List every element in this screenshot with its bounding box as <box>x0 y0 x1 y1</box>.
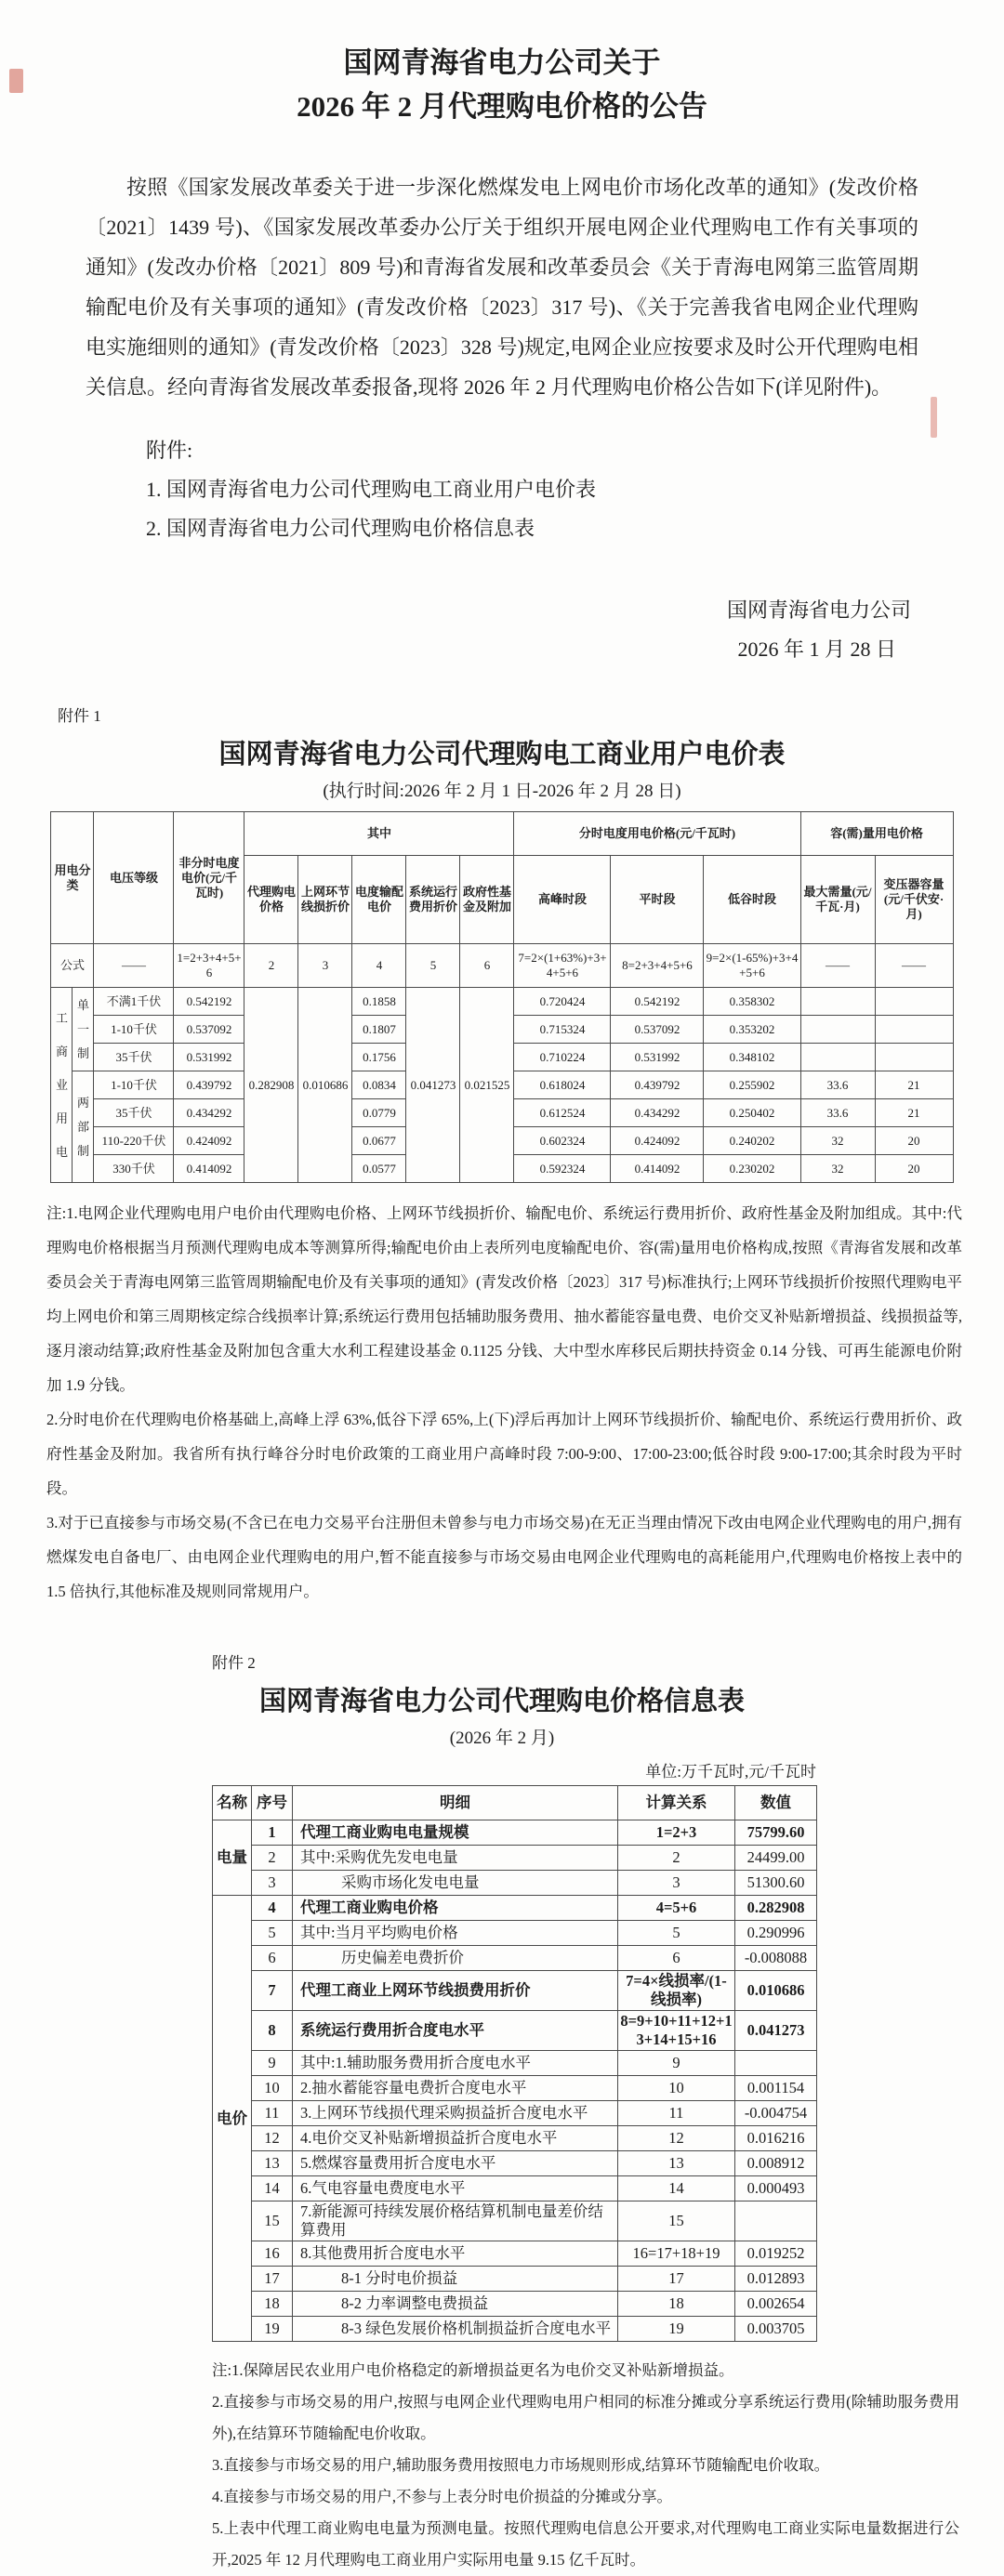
flat-price-cell: 0.542192 <box>174 988 244 1016</box>
seq-cell: 5 <box>252 1921 293 1946</box>
annex2-notes <box>212 2355 959 2576</box>
annex2-table-title: 国网青海省电力公司代理购电价格信息表 <box>258 1687 745 1716</box>
detail-cell: 4.电价交叉补贴新增损益折合度电水平 <box>293 2126 618 2151</box>
value-cell: 24499.00 <box>735 1846 817 1871</box>
seq-cell: 15 <box>252 2201 293 2241</box>
value-cell: 0.041273 <box>735 2011 817 2051</box>
th-sys-operation: 系统运行费用折价 <box>406 856 460 944</box>
attachment-list <box>146 431 918 548</box>
seq-cell: 9 <box>252 2051 293 2076</box>
th-seq: 序号 <box>252 1786 293 1820</box>
formula-cell: 9=2×(1-65%)+3+4+5+6 <box>704 944 800 988</box>
seq-cell: 18 <box>252 2292 293 2317</box>
annex1-note-3: 3.对于已直接参与市场交易(不含已在电力交易平台注册但未曾参与电力市场交易)在无正当理由情况下改由电网企业代理购电的用户,拥有燃煤发电自备电厂、由电网企业代理购电的用户,暂不能直接参与市场交易由电网企业代理购电的高耗能用户,代理购电价格按上表中的 1.5 倍执行,其他标准及规则同常规用户。 <box>46 1514 962 1600</box>
seq-cell: 6 <box>252 1946 293 1971</box>
mid-cell: 0.434292 <box>611 1099 704 1127</box>
formula-cell: 2 <box>244 944 298 988</box>
mid-cell: 0.424092 <box>611 1127 704 1155</box>
detail-cell: 2.抽水蓄能容量电费折合度电水平 <box>293 2076 618 2101</box>
seq-cell: 8 <box>252 2011 293 2051</box>
line-loss-merged-cell: 0.010686 <box>298 988 352 1183</box>
th-value: 数值 <box>735 1786 817 1820</box>
peak-cell: 0.720424 <box>514 988 611 1016</box>
formula-label: 公式 <box>51 944 94 988</box>
seq-cell: 13 <box>252 2151 293 2176</box>
annex2-note-5: 5.上表中代理工商业购电电量为预测电量。按照代理购电信息公开要求,对代理购电工商业实际电量数据进行公开,2025 年 12 月代理购电工商业用户实际用电量 9.15 亿千瓦时。 <box>212 2519 959 2569</box>
value-cell: 0.016216 <box>735 2126 817 2151</box>
value-cell: -0.004754 <box>735 2101 817 2126</box>
annex2-table-subtitle: (2026 年 2 月) <box>449 1728 555 1748</box>
valley-cell: 0.353202 <box>704 1016 800 1044</box>
detail-cell: 其中:采购优先发电电量 <box>293 1846 618 1871</box>
annex2-note-4: 4.直接参与市场交易的用户,不参与上表分时电价损益的分摊或分享。 <box>212 2488 672 2505</box>
relation-cell: 15 <box>618 2201 735 2241</box>
th-flat-price: 非分时电度电价(元/千瓦时) <box>174 812 244 944</box>
signature-date: 2026 年 1 月 28 日 <box>737 637 896 661</box>
page-title-line2: 2026 年 2 月代理购电价格的公告 <box>297 90 707 123</box>
peak-cell: 0.602324 <box>514 1127 611 1155</box>
detail-cell: 其中:1.辅助服务费用折合度电水平 <box>293 2051 618 2076</box>
relation-cell: 12 <box>618 2126 735 2151</box>
scan-red-artifact <box>931 397 937 438</box>
group-electricity-volume: 电量 <box>213 1820 252 1896</box>
transmission-cell: 0.1858 <box>352 988 406 1016</box>
seq-cell: 19 <box>252 2317 293 2342</box>
group-single-system: 单一制 <box>73 988 94 1071</box>
formula-cell: 7=2×(1+63%)+3+4+5+6 <box>514 944 611 988</box>
mid-cell: 0.531992 <box>611 1044 704 1071</box>
detail-cell: 采购市场化发电电量 <box>293 1871 618 1896</box>
relation-cell: 19 <box>618 2317 735 2342</box>
seq-cell: 12 <box>252 2126 293 2151</box>
transformer-cell <box>875 1044 953 1071</box>
formula-cell: 4 <box>352 944 406 988</box>
seq-cell: 2 <box>252 1846 293 1871</box>
valley-cell: 0.230202 <box>704 1155 800 1183</box>
transformer-cell <box>875 988 953 1016</box>
th-detail: 明细 <box>293 1786 618 1820</box>
body-paragraph: 按照《国家发展改革委关于进一步深化燃煤发电上网电价市场化改革的通知》(发改价格〔2021〕1439 号)、《国家发展改革委办公厅关于组织开展电网企业代理购电工作有关事项的通知》(发改办价格〔2021〕809 号)和青海省发展和改革委员会《关于青海电网第三监管周期输配电价及有关事项的通知》(青发改价格〔2023〕317 号)、《关于完善我省电网企业代理购电实施细则的通知》(青发改价格〔2023〕328 号)规定,电网企业应按要求及时公开代理购电相关信息。经向青海省发展改革委报备,现将 2026 年 2 月代理购电价格公告如下(详见附件)。 <box>86 176 918 399</box>
transformer-cell <box>875 1016 953 1044</box>
seq-cell: 14 <box>252 2176 293 2201</box>
group-electricity-price: 电价 <box>213 1896 252 2342</box>
group-industrial-commercial: 工商业用电 <box>51 988 73 1183</box>
transmission-cell: 0.0834 <box>352 1071 406 1099</box>
flat-price-cell: 0.414092 <box>174 1155 244 1183</box>
demand-cell: 33.6 <box>800 1099 875 1127</box>
attachment-item-1: 1. 国网青海省电力公司代理购电工商业用户电价表 <box>146 478 597 501</box>
peak-cell: 0.618024 <box>514 1071 611 1099</box>
th-max-demand: 最大需量(元/千瓦·月) <box>800 856 875 944</box>
scan-red-artifact <box>9 69 23 93</box>
voltage-cell: 330千伏 <box>94 1155 174 1183</box>
demand-cell: 32 <box>800 1127 875 1155</box>
demand-cell: 33.6 <box>800 1071 875 1099</box>
seq-cell: 16 <box>252 2241 293 2267</box>
mid-cell: 0.537092 <box>611 1016 704 1044</box>
relation-cell: 16=17+18+19 <box>618 2241 735 2267</box>
detail-cell: 5.燃煤容量费用折合度电水平 <box>293 2151 618 2176</box>
demand-cell: 32 <box>800 1155 875 1183</box>
flat-price-cell: 0.424092 <box>174 1127 244 1155</box>
demand-cell <box>800 1016 875 1044</box>
demand-cell <box>800 1044 875 1071</box>
annex2-label: 附件 2 <box>212 1654 256 1672</box>
relation-cell: 8=9+10+11+12+13+14+15+16 <box>618 2011 735 2051</box>
voltage-cell: 1-10千伏 <box>94 1016 174 1044</box>
price-info-table <box>212 1785 817 2342</box>
peak-cell: 0.715324 <box>514 1016 611 1044</box>
detail-cell: 历史偏差电费折价 <box>293 1946 618 1971</box>
annex2-note-3: 3.直接参与市场交易的用户,辅助服务费用按照电力市场规则形成,结算环节随输配电价收取。 <box>212 2456 830 2474</box>
voltage-cell: 35千伏 <box>94 1044 174 1071</box>
th-valley: 低谷时段 <box>704 856 800 944</box>
detail-cell: 代理工商业购电电量规模 <box>293 1820 618 1846</box>
annex1-table-title: 国网青海省电力公司代理购电工商业用户电价表 <box>218 740 786 769</box>
th-gov-fund: 政府性基金及附加 <box>460 856 514 944</box>
value-cell: 0.002654 <box>735 2292 817 2317</box>
tariff-table <box>50 811 953 1183</box>
flat-price-cell: 0.434292 <box>174 1099 244 1127</box>
signature-block <box>0 591 1004 669</box>
annex1-note-2: 2.分时电价在代理购电价格基础上,高峰上浮 63%,低谷下浮 65%,上(下)浮后再加计上网环节线损折价、输配电价、系统运行费用折价、政府性基金及附加。我省所有执行峰谷分时电价政策的工商业用户高峰时段 7:00-9:00、17:00-23:00;低谷时段 9:00-17:00;其余时段为平时段。 <box>46 1411 962 1497</box>
annex1-notes <box>46 1196 962 1609</box>
valley-cell: 0.250402 <box>704 1099 800 1127</box>
voltage-cell: 35千伏 <box>94 1099 174 1127</box>
value-cell: 0.012893 <box>735 2267 817 2292</box>
value-cell <box>735 2051 817 2076</box>
attachment-item-2: 2. 国网青海省电力公司代理购电价格信息表 <box>146 517 535 540</box>
group-two-part-system: 两部制 <box>73 1071 94 1183</box>
relation-cell: 14 <box>618 2176 735 2201</box>
relation-cell: 17 <box>618 2267 735 2292</box>
annex1-table-subtitle: (执行时间:2026 年 2 月 1 日-2026 年 2 月 28 日) <box>323 782 681 801</box>
flat-price-cell: 0.531992 <box>174 1044 244 1071</box>
value-cell: 0.282908 <box>735 1896 817 1921</box>
mid-cell: 0.439792 <box>611 1071 704 1099</box>
transmission-cell: 0.0779 <box>352 1099 406 1127</box>
value-cell: 0.019252 <box>735 2241 817 2267</box>
relation-cell: 4=5+6 <box>618 1896 735 1921</box>
detail-cell: 8.其他费用折合度电水平 <box>293 2241 618 2267</box>
value-cell: 0.290996 <box>735 1921 817 1946</box>
unit-label: 单位:万千瓦时,元/千瓦时 <box>645 1763 816 1781</box>
detail-cell: 8-2 力率调整电费损益 <box>293 2292 618 2317</box>
th-tou-price: 分时电度用电价格(元/千瓦时) <box>514 812 800 856</box>
detail-cell: 系统运行费用折合度电水平 <box>293 2011 618 2051</box>
th-relation: 计算关系 <box>618 1786 735 1820</box>
signature-org: 国网青海省电力公司 <box>726 598 911 622</box>
detail-cell: 代理工商业购电价格 <box>293 1896 618 1921</box>
value-cell: 75799.60 <box>735 1820 817 1846</box>
seq-cell: 7 <box>252 1971 293 2011</box>
voltage-cell: 1-10千伏 <box>94 1071 174 1099</box>
page-title <box>0 41 1004 128</box>
relation-cell: 1=2+3 <box>618 1820 735 1846</box>
formula-cell: 6 <box>460 944 514 988</box>
peak-cell: 0.710224 <box>514 1044 611 1071</box>
relation-cell: 9 <box>618 2051 735 2076</box>
attachment-label: 附件: <box>146 439 193 462</box>
seq-cell: 10 <box>252 2076 293 2101</box>
th-line-loss: 上网环节线损折价 <box>298 856 352 944</box>
transmission-cell: 0.1756 <box>352 1044 406 1071</box>
transformer-cell: 20 <box>875 1155 953 1183</box>
formula-cell: 5 <box>406 944 460 988</box>
detail-cell: 7.新能源可持续发展价格结算机制电量差价结算费用 <box>293 2201 618 2241</box>
value-cell: 0.003705 <box>735 2317 817 2342</box>
agency-price-merged-cell: 0.282908 <box>244 988 298 1183</box>
transmission-cell: 0.0677 <box>352 1127 406 1155</box>
formula-cell: 1=2+3+4+5+6 <box>174 944 244 988</box>
valley-cell: 0.255902 <box>704 1071 800 1099</box>
gov-fund-merged-cell: 0.021525 <box>460 988 514 1183</box>
detail-cell: 8-1 分时电价损益 <box>293 2267 618 2292</box>
relation-cell: 11 <box>618 2101 735 2126</box>
formula-cell: 3 <box>298 944 352 988</box>
relation-cell: 13 <box>618 2151 735 2176</box>
value-cell: 0.010686 <box>735 1971 817 2011</box>
annex1-label: 附件 1 <box>58 707 101 725</box>
mid-cell: 0.414092 <box>611 1155 704 1183</box>
value-cell: 51300.60 <box>735 1871 817 1896</box>
voltage-cell: 110-220千伏 <box>94 1127 174 1155</box>
peak-cell: 0.612524 <box>514 1099 611 1127</box>
th-capacity-price: 容(需)量用电价格 <box>800 812 953 856</box>
relation-cell: 5 <box>618 1921 735 1946</box>
flat-price-cell: 0.537092 <box>174 1016 244 1044</box>
value-cell: -0.008088 <box>735 1946 817 1971</box>
transformer-cell: 21 <box>875 1071 953 1099</box>
mid-cell: 0.542192 <box>611 988 704 1016</box>
transformer-cell: 21 <box>875 1099 953 1127</box>
valley-cell: 0.240202 <box>704 1127 800 1155</box>
value-cell <box>735 2201 817 2241</box>
page-title-line1: 国网青海省电力公司关于 <box>343 46 661 79</box>
th-mid: 平时段 <box>611 856 704 944</box>
seq-cell: 17 <box>252 2267 293 2292</box>
relation-cell: 2 <box>618 1846 735 1871</box>
transmission-cell: 0.1807 <box>352 1016 406 1044</box>
detail-cell: 代理工商业上网环节线损费用折价 <box>293 1971 618 2011</box>
detail-cell: 8-3 绿色发展价格机制损益折合度电水平 <box>293 2317 618 2342</box>
value-cell: 0.000493 <box>735 2176 817 2201</box>
formula-cell: —— <box>875 944 953 988</box>
transmission-cell: 0.0577 <box>352 1155 406 1183</box>
th-transformer: 变压器容量(元/千伏安·月) <box>875 856 953 944</box>
annex1-note-1: 注:1.电网企业代理购电用户电价由代理购电价格、上网环节线损折价、输配电价、系统运行费用折价、政府性基金及附加组成。其中:代理购电价格根据当月预测代理购电成本等测算所得;输配电价由上表所列电度输配电价、容(需)量用电价格构成,按照《青海省发展和改革委员会关于青海电网第三监管周期输配电价及有关事项的通知》(青发改价格〔2023〕317 号)标准执行;上网环节线损折价按照代理购电平均上网电价和第三周期核定综合线损率计算;系统运行费用包括辅助服务费用、抽水蓄能容量电费、电价交叉补贴新增损益、线损损益等,逐月滚动结算;政府性基金及附加包含重大水利工程建设基金 0.1125 分钱、大中型水库移民后期扶持资金 0.14 分钱、可再生能源电价附加 1.9 分钱。 <box>46 1204 962 1394</box>
th-transmission: 电度输配电价 <box>352 856 406 944</box>
formula-cell: —— <box>94 944 174 988</box>
th-agency-price: 代理购电价格 <box>244 856 298 944</box>
valley-cell: 0.358302 <box>704 988 800 1016</box>
value-cell: 0.008912 <box>735 2151 817 2176</box>
sys-operation-merged-cell: 0.041273 <box>406 988 460 1183</box>
peak-cell: 0.592324 <box>514 1155 611 1183</box>
relation-cell: 3 <box>618 1871 735 1896</box>
th-peak: 高峰时段 <box>514 856 611 944</box>
transformer-cell: 20 <box>875 1127 953 1155</box>
th-voltage: 电压等级 <box>94 812 174 944</box>
relation-cell: 6 <box>618 1946 735 1971</box>
seq-cell: 11 <box>252 2101 293 2126</box>
demand-cell <box>800 988 875 1016</box>
formula-cell: —— <box>800 944 875 988</box>
annex2-note-1: 注:1.保障居民农业用户电价格稳定的新增损益更名为电价交叉补贴新增损益。 <box>212 2361 734 2379</box>
relation-cell: 18 <box>618 2292 735 2317</box>
voltage-cell: 不满1千伏 <box>94 988 174 1016</box>
formula-cell: 8=2+3+4+5+6 <box>611 944 704 988</box>
relation-cell: 7=4×线损率/(1-线损率) <box>618 1971 735 2011</box>
th-use-class: 用电分类 <box>51 812 94 944</box>
relation-cell: 10 <box>618 2076 735 2101</box>
seq-cell: 4 <box>252 1896 293 1921</box>
annex2-note-2: 2.直接参与市场交易的用户,按照与电网企业代理购电用户相同的标准分摊或分享系统运行费用(除辅助服务费用外),在结算环节随输配电价收取。 <box>212 2393 959 2442</box>
valley-cell: 0.348102 <box>704 1044 800 1071</box>
seq-cell: 1 <box>252 1820 293 1846</box>
flat-price-cell: 0.439792 <box>174 1071 244 1099</box>
detail-cell: 其中:当月平均购电价格 <box>293 1921 618 1946</box>
detail-cell: 6.气电容量电费度电水平 <box>293 2176 618 2201</box>
th-among: 其中 <box>244 812 514 856</box>
seq-cell: 3 <box>252 1871 293 1896</box>
detail-cell: 3.上网环节线损代理采购损益折合度电水平 <box>293 2101 618 2126</box>
value-cell: 0.001154 <box>735 2076 817 2101</box>
th-name: 名称 <box>213 1786 252 1820</box>
